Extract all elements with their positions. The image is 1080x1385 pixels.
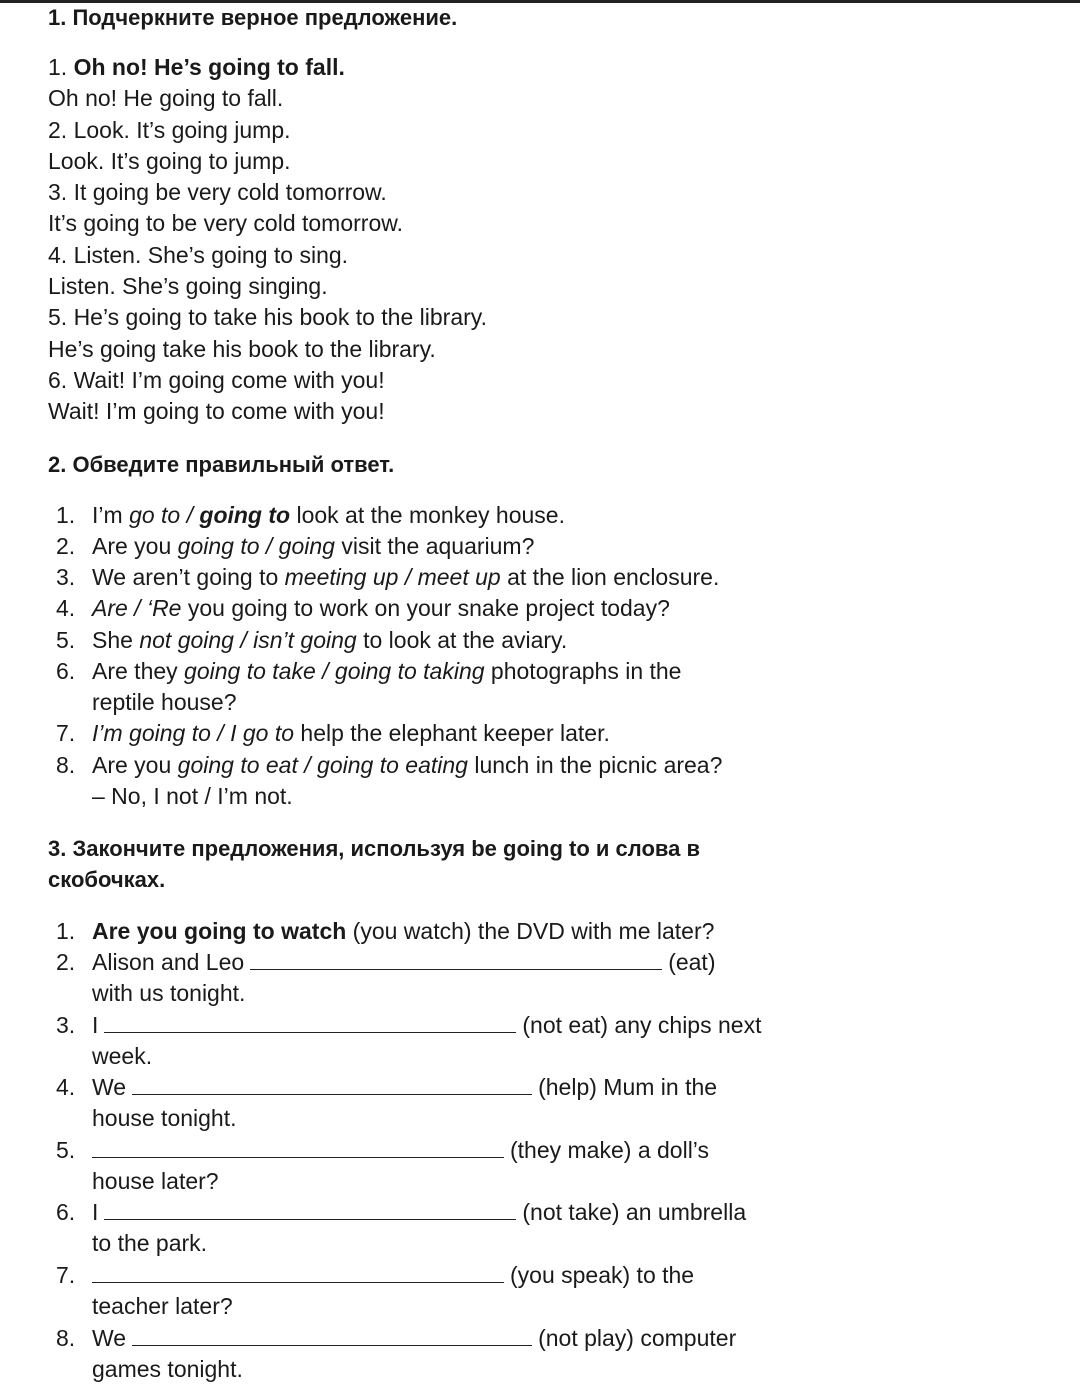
answer-blank[interactable] (92, 1260, 504, 1283)
s3-item-2: Alison and Leo (eat) (92, 949, 716, 975)
s3-item-number: 6. (56, 1199, 76, 1225)
answer-blank[interactable] (132, 1072, 532, 1095)
s2-item-8-answer: – No, I not / I’m not. (92, 783, 293, 809)
s2-item-number: 7. (56, 720, 76, 746)
s1-sentence-2a: 2. Look. It’s going jump. (48, 117, 291, 143)
s2-item-number: 4. (56, 595, 76, 621)
s3-item-number: 4. (56, 1074, 76, 1100)
s3-item-6-continued: to the park. (92, 1230, 208, 1256)
s1-sentence-6b: Wait! I’m going to come with you! (48, 398, 385, 424)
s2-item-3: We aren’t going to meeting up / meet up at the lion enclosure. (92, 564, 720, 590)
answer-blank[interactable] (132, 1323, 532, 1346)
s1-sentence-1b: Oh no! He going to fall. (48, 85, 284, 111)
section-2-title: 2. Обведите правильный ответ. (48, 452, 395, 477)
s1-sentence-5a: 5. He’s going to take his book to the library. (48, 304, 487, 330)
s1-sentence-1a: 1. Oh no! He’s going to fall. (48, 54, 345, 80)
s3-item-number: 8. (56, 1325, 76, 1351)
section-3-title-continued: скобочках. (48, 867, 166, 892)
s2-item-4: Are / ‘Re you going to work on your snake project today? (92, 595, 670, 621)
s3-item-1: Are you going to watch (you watch) the DVD with me later? (92, 918, 715, 944)
s2-item-6-continued: reptile house? (92, 689, 237, 715)
s3-item-2-continued: with us tonight. (92, 980, 246, 1006)
s1-sentence-5b: He’s going take his book to the library. (48, 336, 436, 362)
s3-item-8: We (not play) computer (92, 1325, 737, 1351)
s2-item-number: 6. (56, 658, 76, 684)
s2-item-8: Are you going to eat / going to eating lunch in the picnic area? (92, 752, 723, 778)
s2-item-1: I’m go to / going to look at the monkey house. (92, 502, 565, 528)
s3-item-3-continued: week. (92, 1043, 153, 1069)
s3-item-4-continued: house tonight. (92, 1105, 237, 1131)
answer-blank[interactable] (104, 1197, 516, 1220)
answer-blank[interactable] (104, 1010, 516, 1033)
section-1-title: 1. Подчеркните верное предложение. (48, 5, 458, 30)
s2-item-2: Are you going to / going visit the aquarium? (92, 533, 535, 559)
s1-sentence-3a: 3. It going be very cold tomorrow. (48, 179, 387, 205)
s2-item-number: 1. (56, 502, 76, 528)
s3-item-5: (they make) a doll’s (92, 1135, 709, 1166)
s1-sentence-4a: 4. Listen. She’s going to sing. (48, 242, 349, 268)
s3-item-7: (you speak) to the (92, 1260, 694, 1291)
s3-item-5-continued: house later? (92, 1168, 219, 1194)
s1-sentence-6a: 6. Wait! I’m going come with you! (48, 367, 385, 393)
s2-item-6: Are they going to take / going to taking photographs in the (92, 658, 682, 684)
s3-item-number: 7. (56, 1262, 76, 1288)
s2-item-number: 2. (56, 533, 76, 559)
s3-item-number: 3. (56, 1012, 76, 1038)
s1-sentence-4b: Listen. She’s going singing. (48, 273, 328, 299)
s2-item-number: 5. (56, 627, 76, 653)
s3-item-8-continued: games tonight. (92, 1356, 243, 1382)
s3-item-number: 1. (56, 918, 76, 944)
s2-item-number: 8. (56, 752, 76, 778)
answer-blank[interactable] (250, 947, 662, 970)
s3-item-7-continued: teacher later? (92, 1293, 233, 1319)
answer-blank[interactable] (92, 1135, 504, 1158)
s3-item-number: 2. (56, 949, 76, 975)
s2-item-5: She not going / isn’t going to look at the aviary. (92, 627, 568, 653)
s2-item-7: I’m going to / I go to help the elephant keeper later. (92, 720, 610, 746)
s3-item-4: We (help) Mum in the (92, 1074, 718, 1100)
s3-item-3: I (not eat) any chips next (92, 1012, 762, 1038)
s1-sentence-2b: Look. It’s going to jump. (48, 148, 291, 174)
s3-item-number: 5. (56, 1137, 76, 1163)
s3-item-6: I (not take) an umbrella (92, 1199, 747, 1225)
section-3-title: 3. Закончите предложения, используя be going to и слова в (48, 836, 700, 861)
s1-sentence-3b: It’s going to be very cold tomorrow. (48, 210, 403, 236)
s2-item-number: 3. (56, 564, 76, 590)
